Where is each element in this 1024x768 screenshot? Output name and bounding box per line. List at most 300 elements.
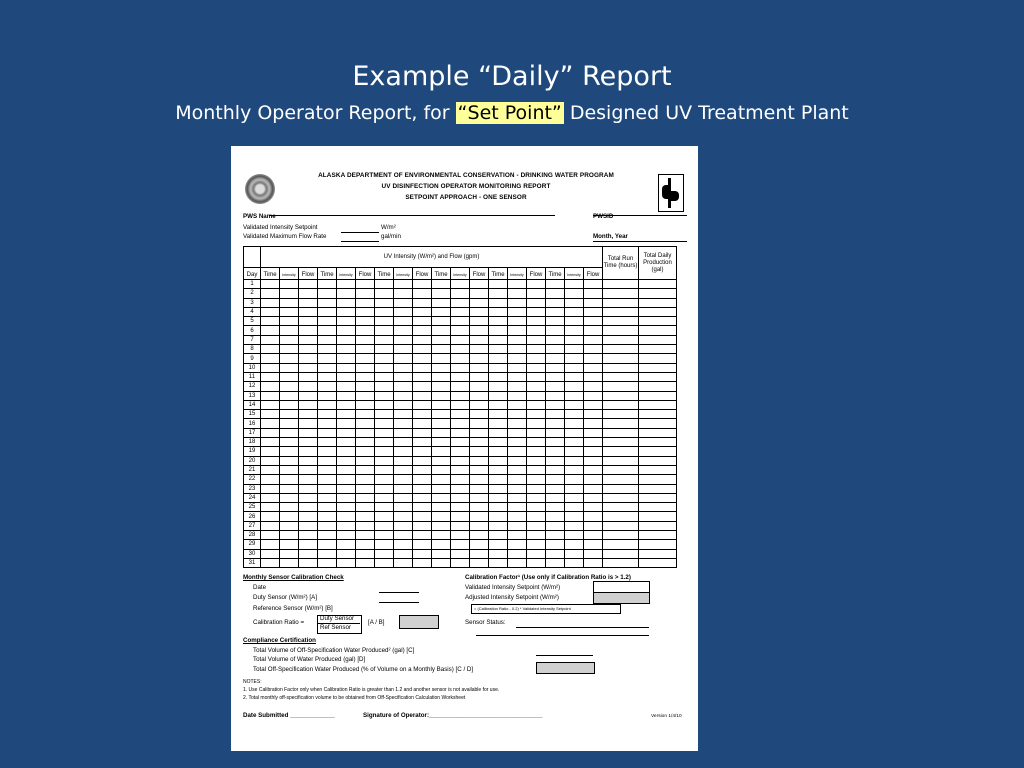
table-cell [527, 484, 546, 493]
table-row [244, 493, 677, 502]
table-cell [470, 540, 489, 549]
table-cell [603, 280, 639, 289]
table-cell [470, 521, 489, 530]
table-cell [546, 280, 565, 289]
daily-readings-table [243, 246, 677, 568]
month-year-line [593, 241, 687, 242]
table-cell [451, 549, 470, 558]
table-cell [639, 558, 677, 567]
table-cell [318, 326, 337, 335]
table-cell [413, 363, 432, 372]
table-cell [527, 280, 546, 289]
table-cell [318, 475, 337, 484]
day-number: 31 [244, 558, 261, 567]
table-cell [584, 438, 603, 447]
table-cell [527, 345, 546, 354]
table-cell [356, 456, 375, 465]
table-row [244, 363, 677, 372]
table-cell [603, 475, 639, 484]
table-cell [280, 531, 299, 540]
table-cell [565, 465, 584, 474]
table-cell [603, 410, 639, 419]
table-cell [451, 410, 470, 419]
table-cell [508, 382, 527, 391]
table-cell [337, 447, 356, 456]
table-cell [584, 521, 603, 530]
table-cell [451, 558, 470, 567]
table-cell [470, 447, 489, 456]
table-cell [565, 531, 584, 540]
table-cell [639, 493, 677, 502]
sub-header-intensity: Intensity [451, 268, 470, 280]
table-cell [299, 447, 318, 456]
table-cell [489, 447, 508, 456]
table-cell [337, 280, 356, 289]
table-cell [584, 354, 603, 363]
table-cell [508, 465, 527, 474]
table-cell [639, 447, 677, 456]
table-row [244, 558, 677, 567]
table-cell [280, 280, 299, 289]
table-row [244, 335, 677, 344]
table-cell [394, 354, 413, 363]
day-number: 4 [244, 307, 261, 316]
table-cell [280, 558, 299, 567]
table-cell [394, 503, 413, 512]
table-cell [318, 419, 337, 428]
table-cell [318, 354, 337, 363]
table-cell [375, 447, 394, 456]
table-cell [527, 354, 546, 363]
table-cell [375, 317, 394, 326]
table-cell [432, 447, 451, 456]
table-row [244, 410, 677, 419]
table-cell [337, 335, 356, 344]
subtitle-text-start: Monthly Operator Report, for [175, 102, 456, 124]
table-cell [451, 382, 470, 391]
table-cell [639, 400, 677, 409]
table-cell [318, 531, 337, 540]
table-cell [261, 428, 280, 437]
table-cell [337, 503, 356, 512]
table-cell [527, 540, 546, 549]
table-cell [639, 382, 677, 391]
table-cell [318, 317, 337, 326]
day-header: Day [244, 268, 261, 280]
table-cell [584, 456, 603, 465]
table-cell [527, 326, 546, 335]
table-cell [639, 410, 677, 419]
table-cell [394, 438, 413, 447]
table-cell [508, 400, 527, 409]
table-cell [603, 419, 639, 428]
table-cell [261, 484, 280, 493]
table-cell [432, 410, 451, 419]
table-cell [527, 465, 546, 474]
table-cell [280, 419, 299, 428]
table-cell [261, 326, 280, 335]
validated-setpoint-label: Validated Intensity Setpoint (W/m²) [465, 584, 561, 591]
table-cell [356, 307, 375, 316]
table-cell [356, 410, 375, 419]
table-cell [584, 335, 603, 344]
validated-intensity-line [341, 232, 379, 233]
table-cell [356, 363, 375, 372]
table-cell [432, 391, 451, 400]
table-cell [356, 419, 375, 428]
table-cell [470, 326, 489, 335]
table-cell [546, 475, 565, 484]
table-cell [527, 400, 546, 409]
duty-sensor-line [379, 602, 419, 603]
table-cell [299, 391, 318, 400]
table-cell [413, 447, 432, 456]
day-number: 8 [244, 345, 261, 354]
table-cell [337, 521, 356, 530]
table-cell [546, 354, 565, 363]
table-cell [527, 521, 546, 530]
validated-intensity-unit: W/m² [381, 224, 396, 231]
table-cell [527, 549, 546, 558]
table-cell [394, 428, 413, 437]
table-cell [337, 549, 356, 558]
table-cell [375, 493, 394, 502]
table-cell [508, 354, 527, 363]
validated-flow-line [341, 241, 379, 242]
table-cell [451, 428, 470, 437]
table-cell [413, 289, 432, 298]
table-cell [639, 391, 677, 400]
table-cell [280, 549, 299, 558]
table-cell [508, 447, 527, 456]
sub-header-time: Time [432, 268, 451, 280]
table-cell [565, 307, 584, 316]
table-cell [356, 549, 375, 558]
table-cell [565, 280, 584, 289]
table-cell [546, 289, 565, 298]
table-cell [584, 465, 603, 474]
table-cell [337, 465, 356, 474]
table-cell [375, 549, 394, 558]
table-cell [489, 345, 508, 354]
table-cell [527, 289, 546, 298]
adjusted-setpoint-label: Adjusted Intensity Setpoint (W/m²) [465, 594, 559, 601]
adjusted-formula-box: = (Calibration Ratio - 0.2) * Validated Intensity Setpoint [471, 604, 621, 614]
day-number: 14 [244, 400, 261, 409]
table-cell [565, 549, 584, 558]
table-row [244, 317, 677, 326]
table-cell [489, 335, 508, 344]
table-cell [546, 521, 565, 530]
table-cell [299, 475, 318, 484]
table-cell [639, 289, 677, 298]
table-cell [451, 419, 470, 428]
table-cell [280, 345, 299, 354]
table-cell [603, 465, 639, 474]
table-cell [546, 372, 565, 381]
table-cell [639, 512, 677, 521]
table-cell [394, 372, 413, 381]
table-cell [432, 465, 451, 474]
table-cell [318, 410, 337, 419]
table-cell [470, 428, 489, 437]
table-cell [375, 391, 394, 400]
table-cell [603, 456, 639, 465]
table-cell [508, 372, 527, 381]
table-cell [584, 419, 603, 428]
table-cell [565, 326, 584, 335]
table-cell [413, 503, 432, 512]
day-number: 24 [244, 493, 261, 502]
table-cell [261, 456, 280, 465]
table-cell [261, 475, 280, 484]
table-cell [280, 540, 299, 549]
table-cell [603, 540, 639, 549]
table-cell [356, 326, 375, 335]
ratio-ref-sensor: Ref Sensor [320, 624, 351, 631]
table-cell [318, 521, 337, 530]
table-cell [508, 363, 527, 372]
table-cell [413, 484, 432, 493]
table-cell [337, 363, 356, 372]
table-cell [565, 540, 584, 549]
table-cell [394, 298, 413, 307]
dec-logo-icon [658, 174, 684, 212]
table-cell [584, 298, 603, 307]
table-cell [299, 307, 318, 316]
table-cell [470, 280, 489, 289]
table-cell [639, 363, 677, 372]
table-cell [489, 419, 508, 428]
table-cell [565, 456, 584, 465]
table-cell [318, 428, 337, 437]
table-cell [261, 531, 280, 540]
table-cell [375, 456, 394, 465]
table-cell [432, 372, 451, 381]
table-cell [280, 391, 299, 400]
table-cell [451, 465, 470, 474]
table-cell [639, 317, 677, 326]
table-cell [394, 484, 413, 493]
table-cell [394, 317, 413, 326]
day-number: 12 [244, 382, 261, 391]
sub-header-time: Time [546, 268, 565, 280]
table-cell [299, 540, 318, 549]
table-cell [508, 317, 527, 326]
table-cell [546, 419, 565, 428]
table-cell [299, 428, 318, 437]
table-cell [375, 298, 394, 307]
table-cell [413, 298, 432, 307]
table-cell [470, 335, 489, 344]
table-cell [489, 438, 508, 447]
table-cell [451, 475, 470, 484]
table-cell [375, 326, 394, 335]
table-cell [584, 558, 603, 567]
table-cell [299, 549, 318, 558]
sub-header-intensity: Intensity [280, 268, 299, 280]
day-number: 15 [244, 410, 261, 419]
table-cell [299, 484, 318, 493]
table-cell [546, 503, 565, 512]
table-cell [508, 484, 527, 493]
table-cell [432, 503, 451, 512]
table-cell [299, 335, 318, 344]
table-cell [527, 447, 546, 456]
off-spec-percent-box [536, 662, 595, 674]
table-cell [337, 540, 356, 549]
table-cell [546, 382, 565, 391]
table-cell [356, 438, 375, 447]
table-cell [299, 512, 318, 521]
table-cell [489, 289, 508, 298]
total-daily-production-header: Total Daily Production (gal) [639, 247, 677, 280]
table-cell [337, 317, 356, 326]
table-row [244, 289, 677, 298]
table-cell [318, 456, 337, 465]
table-cell [451, 400, 470, 409]
note-2: 2. Total monthly off-specification volume to be obtained from Off-Specification Calculation Worksheet [243, 695, 466, 701]
table-row [244, 456, 677, 465]
table-cell [337, 298, 356, 307]
table-cell [470, 410, 489, 419]
table-cell [451, 363, 470, 372]
table-cell [584, 280, 603, 289]
table-cell [413, 280, 432, 289]
table-cell [489, 410, 508, 419]
table-cell [280, 400, 299, 409]
table-cell [356, 382, 375, 391]
off-spec-volume-label: Total Volume of Off-Specification Water Produced² (gal) [C] [253, 647, 415, 654]
day-number: 21 [244, 465, 261, 474]
table-cell [318, 335, 337, 344]
table-cell [413, 410, 432, 419]
table-cell [356, 465, 375, 474]
table-cell [394, 419, 413, 428]
day-number: 29 [244, 540, 261, 549]
day-number: 19 [244, 447, 261, 456]
table-cell [489, 428, 508, 437]
table-cell [451, 531, 470, 540]
table-cell [639, 465, 677, 474]
table-cell [451, 354, 470, 363]
table-cell [261, 540, 280, 549]
table-cell [413, 345, 432, 354]
table-cell [356, 317, 375, 326]
table-cell [299, 503, 318, 512]
table-cell [489, 382, 508, 391]
day-number: 10 [244, 363, 261, 372]
table-cell [356, 335, 375, 344]
table-cell [356, 354, 375, 363]
table-cell [413, 428, 432, 437]
table-cell [318, 493, 337, 502]
table-cell [299, 354, 318, 363]
table-cell [356, 400, 375, 409]
table-cell [584, 549, 603, 558]
table-cell [470, 372, 489, 381]
day-number: 30 [244, 549, 261, 558]
table-cell [337, 289, 356, 298]
table-cell [299, 465, 318, 474]
sub-header-flow: Flow [584, 268, 603, 280]
table-cell [603, 326, 639, 335]
table-cell [413, 475, 432, 484]
table-cell [299, 456, 318, 465]
table-cell [489, 493, 508, 502]
table-cell [639, 521, 677, 530]
sub-header-flow: Flow [527, 268, 546, 280]
table-cell [318, 503, 337, 512]
table-cell [451, 521, 470, 530]
table-cell [394, 400, 413, 409]
table-cell [565, 289, 584, 298]
calibration-date-line [379, 592, 419, 593]
table-cell [375, 363, 394, 372]
table-cell [375, 521, 394, 530]
table-cell [489, 475, 508, 484]
table-cell [470, 465, 489, 474]
table-cell [432, 307, 451, 316]
table-cell [470, 493, 489, 502]
table-cell [565, 503, 584, 512]
table-cell [337, 307, 356, 316]
table-row [244, 382, 677, 391]
table-cell [413, 465, 432, 474]
table-cell [546, 363, 565, 372]
table-cell [489, 558, 508, 567]
table-cell [337, 428, 356, 437]
sensor-status-line [516, 627, 649, 628]
table-cell [584, 372, 603, 381]
table-cell [565, 493, 584, 502]
table-cell [603, 400, 639, 409]
table-cell [261, 465, 280, 474]
day-number: 13 [244, 391, 261, 400]
table-cell [508, 531, 527, 540]
sub-header-intensity: Intensity [394, 268, 413, 280]
table-cell [394, 521, 413, 530]
calibration-factor-title: Calibration Factor¹ (Use only if Calibration Ratio is > 1.2) [465, 574, 631, 581]
table-cell [356, 391, 375, 400]
table-cell [508, 391, 527, 400]
table-cell [584, 382, 603, 391]
table-cell [413, 400, 432, 409]
table-cell [470, 438, 489, 447]
table-cell [639, 503, 677, 512]
table-cell [639, 335, 677, 344]
subtitle-text-end: Designed UV Treatment Plant [563, 102, 849, 124]
table-cell [546, 512, 565, 521]
table-cell [527, 419, 546, 428]
table-cell [603, 531, 639, 540]
table-cell [508, 540, 527, 549]
table-cell [432, 335, 451, 344]
day-number: 26 [244, 512, 261, 521]
table-cell [432, 531, 451, 540]
table-cell [299, 298, 318, 307]
table-cell [489, 540, 508, 549]
table-cell [280, 493, 299, 502]
table-cell [508, 419, 527, 428]
table-cell [375, 419, 394, 428]
table-cell [527, 372, 546, 381]
table-cell [639, 345, 677, 354]
table-cell [337, 438, 356, 447]
table-cell [280, 428, 299, 437]
table-cell [565, 363, 584, 372]
table-cell [375, 503, 394, 512]
